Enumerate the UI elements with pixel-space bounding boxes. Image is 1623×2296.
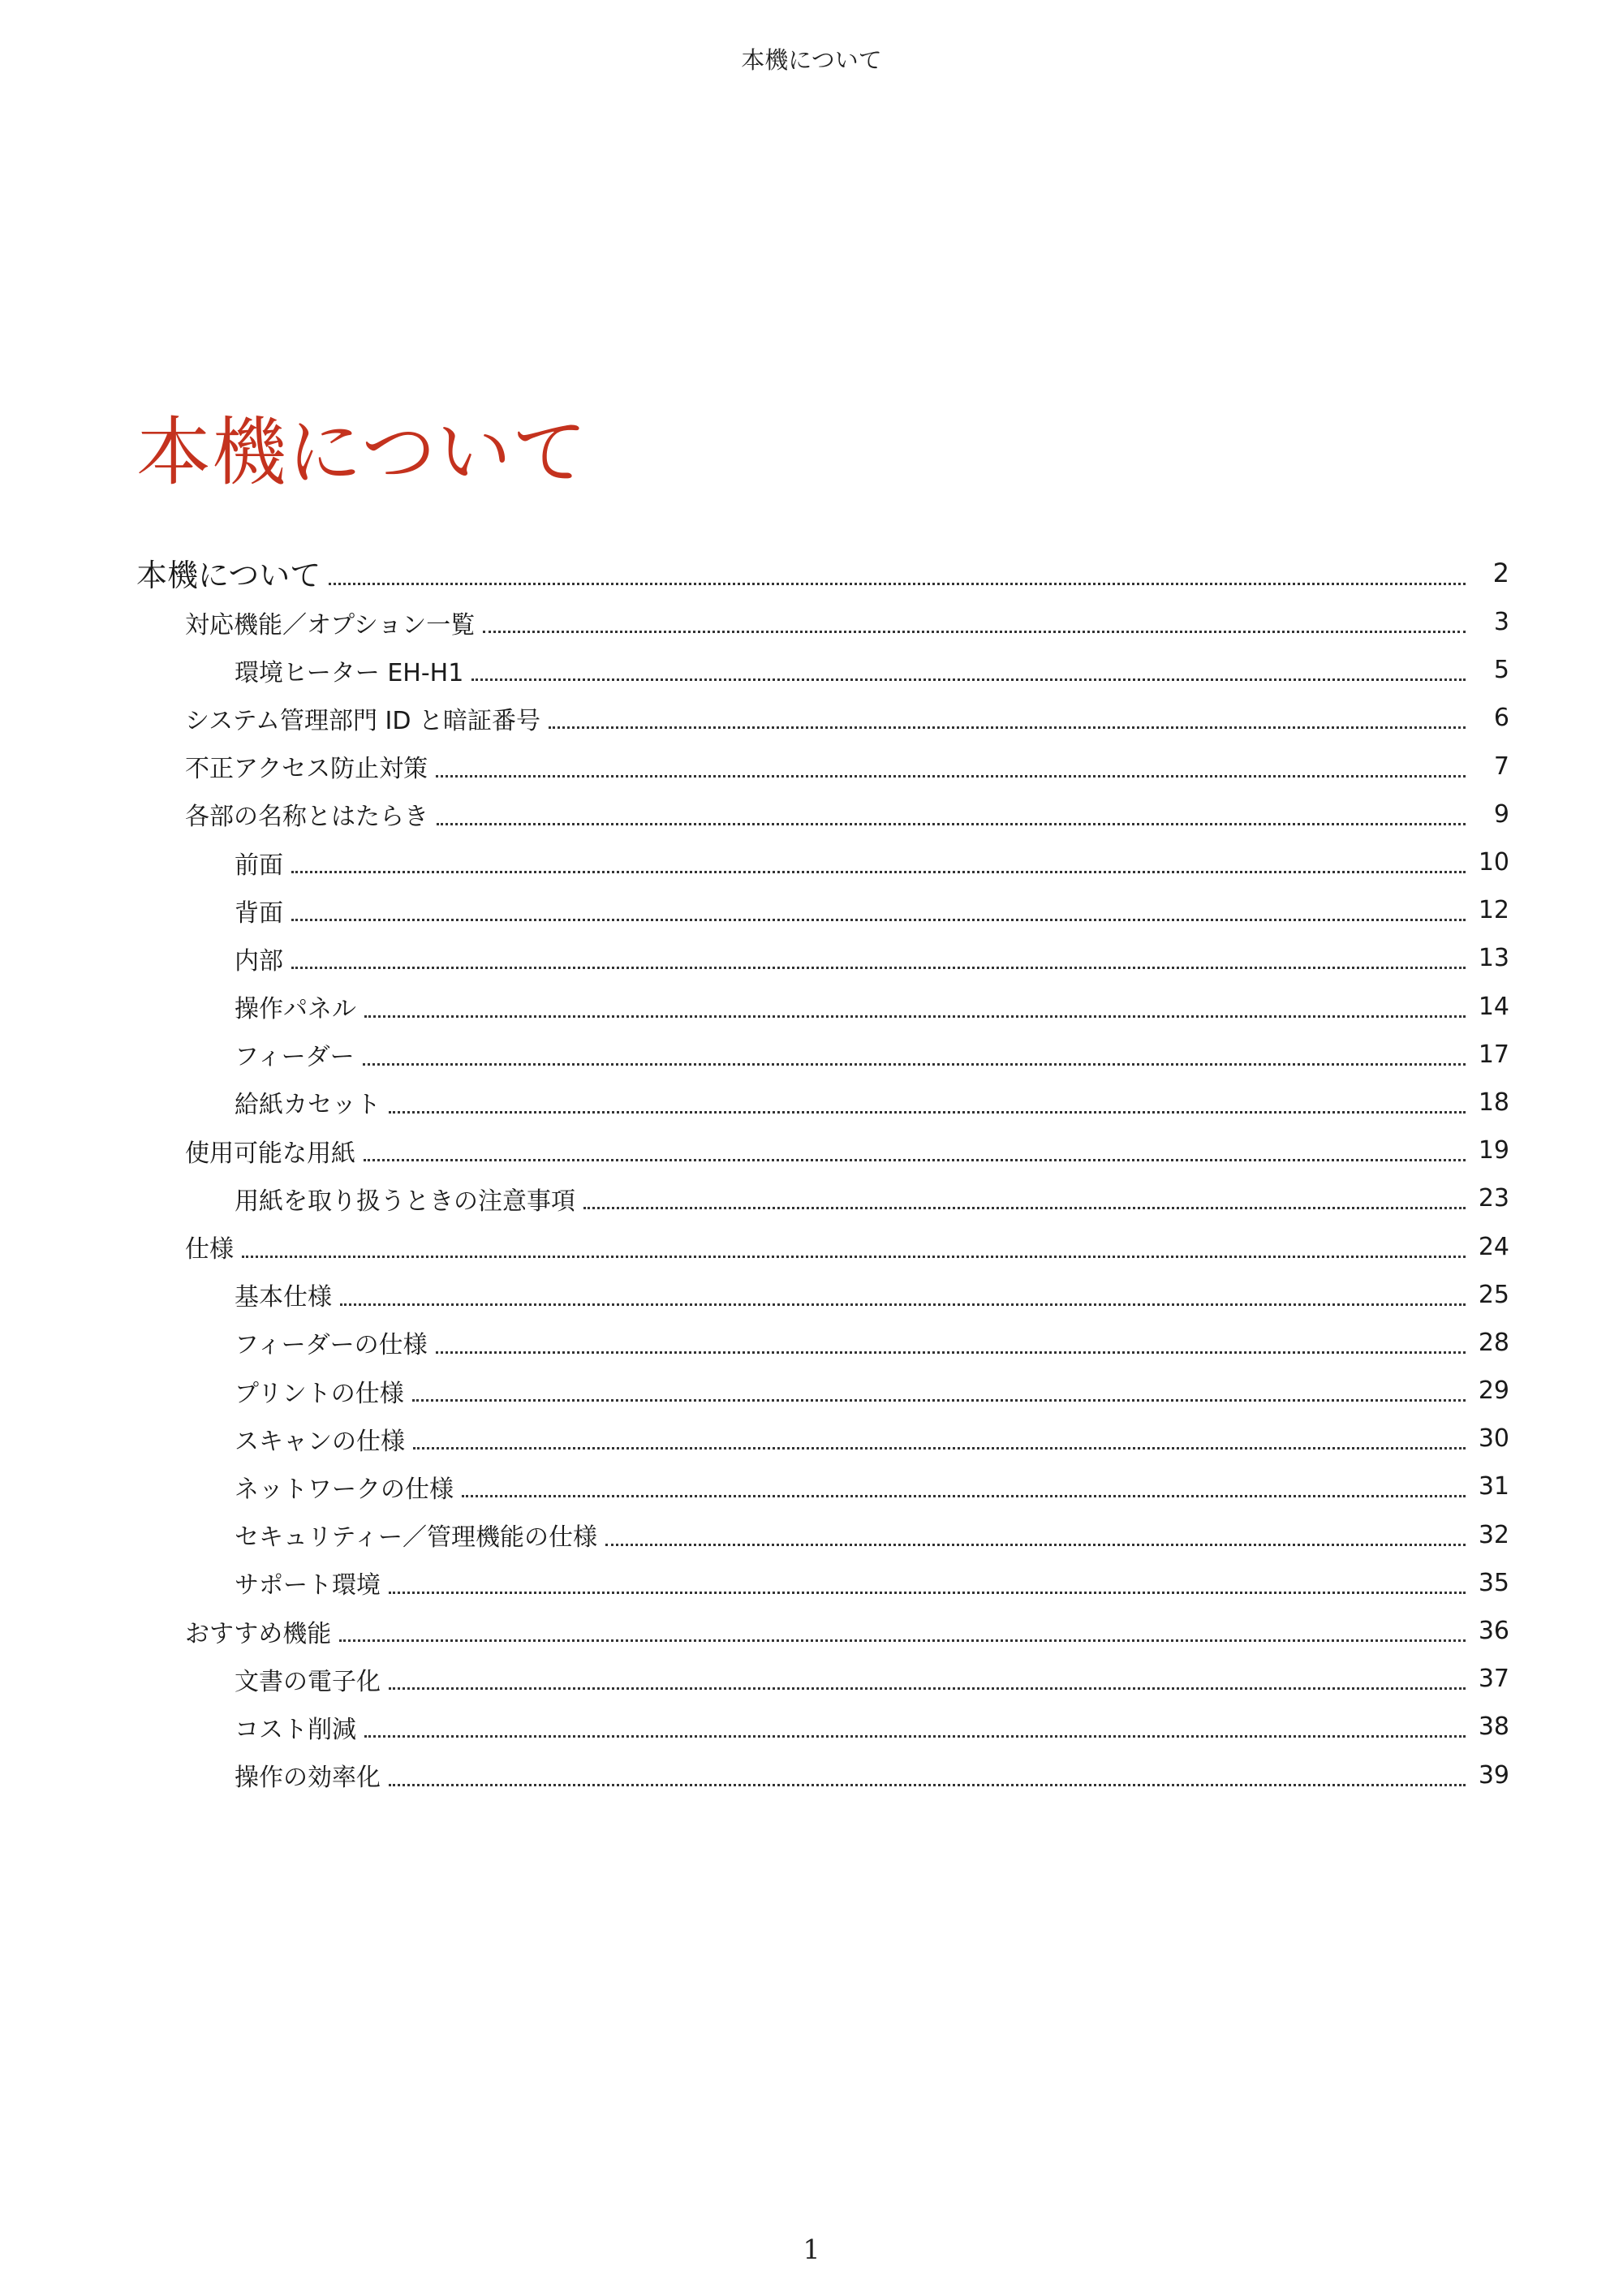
toc-entry[interactable] xyxy=(0,983,1623,1031)
toc-dot-leader xyxy=(436,775,1466,778)
toc-entry[interactable] xyxy=(0,886,1623,934)
toc-entry-label[interactable]: 操作パネル xyxy=(235,995,356,1024)
toc-entry-label[interactable]: システム管理部門 ID と暗証番号 xyxy=(185,706,541,735)
toc-dot-leader xyxy=(329,583,1466,585)
toc-entry-page-number[interactable]: 12 xyxy=(1478,896,1509,925)
toc-dot-leader xyxy=(364,1159,1466,1161)
toc-entry[interactable] xyxy=(0,1319,1623,1367)
toc-entry-page-number[interactable]: 10 xyxy=(1478,848,1509,877)
toc-entry-label[interactable]: ネットワークの仕様 xyxy=(235,1475,454,1504)
toc-dot-leader xyxy=(471,678,1466,681)
toc-entry-page-number[interactable]: 18 xyxy=(1478,1088,1509,1117)
toc-dot-leader xyxy=(389,1592,1466,1594)
toc-entry-label[interactable]: 各部の名称とはたらき xyxy=(185,803,428,832)
toc-dot-leader xyxy=(340,1303,1466,1306)
toc-entry[interactable] xyxy=(0,1174,1623,1222)
toc-dot-leader xyxy=(291,871,1466,873)
toc-entry-page-number[interactable]: 24 xyxy=(1478,1232,1509,1261)
toc-entry-page-number[interactable]: 17 xyxy=(1478,1040,1509,1069)
toc-entry[interactable] xyxy=(0,1559,1623,1607)
running-header: 本機について xyxy=(741,46,882,74)
toc-entry-label[interactable]: 基本仕様 xyxy=(235,1283,332,1312)
toc-entry[interactable] xyxy=(0,1079,1623,1126)
toc-entry-label[interactable]: 対応機能／オプション一覧 xyxy=(185,610,476,640)
toc-dot-leader xyxy=(291,967,1466,969)
toc-entry-label[interactable]: フィーダーの仕様 xyxy=(235,1331,428,1360)
toc-dot-leader xyxy=(389,1687,1466,1690)
toc-entry[interactable] xyxy=(0,1703,1623,1751)
toc-entry-label[interactable]: 用紙を取り扱うときの注意事項 xyxy=(235,1187,575,1216)
toc-entry-label[interactable]: 前面 xyxy=(235,851,283,880)
toc-entry-page-number[interactable]: 23 xyxy=(1478,1184,1509,1213)
toc-entry-page-number[interactable]: 7 xyxy=(1493,752,1509,781)
toc-entry[interactable] xyxy=(0,934,1623,982)
toc-entry-page-number[interactable]: 32 xyxy=(1478,1520,1509,1549)
toc-dot-leader xyxy=(483,631,1466,633)
toc-entry-label[interactable]: 本機について xyxy=(136,558,321,593)
toc-entry-label[interactable]: 不正アクセス防止対策 xyxy=(185,755,428,784)
toc-entry-label[interactable]: 仕様 xyxy=(185,1235,234,1264)
toc-entry-label[interactable]: おすすめ機能 xyxy=(185,1619,332,1648)
toc-entry-page-number[interactable]: 14 xyxy=(1478,992,1509,1021)
toc-dot-leader xyxy=(364,1015,1466,1018)
toc-entry-label[interactable]: 使用可能な用紙 xyxy=(185,1139,355,1168)
toc-entry-label[interactable]: スキャンの仕様 xyxy=(235,1427,405,1456)
toc-entry-label[interactable]: 環境ヒーター EH-H1 xyxy=(235,658,464,687)
toc-dot-leader xyxy=(242,1256,1466,1258)
toc-entry-label[interactable]: フィーダー xyxy=(235,1043,355,1072)
toc-entry-page-number[interactable]: 31 xyxy=(1478,1472,1509,1501)
toc-entry-label[interactable]: 背面 xyxy=(235,898,283,928)
toc-entry-page-number[interactable]: 19 xyxy=(1478,1136,1509,1165)
toc-entry-page-number[interactable]: 30 xyxy=(1478,1424,1509,1454)
toc-dot-leader xyxy=(363,1063,1466,1066)
toc-entry-page-number[interactable]: 36 xyxy=(1478,1617,1509,1646)
toc-entry-page-number[interactable]: 37 xyxy=(1478,1665,1509,1694)
toc-entry[interactable] xyxy=(0,1655,1623,1703)
toc-entry-page-number[interactable]: 28 xyxy=(1478,1328,1509,1357)
toc-entry-page-number[interactable]: 2 xyxy=(1492,557,1509,588)
toc-entry-page-number[interactable]: 38 xyxy=(1478,1712,1509,1742)
toc-entry[interactable] xyxy=(0,547,1623,598)
toc-dot-leader xyxy=(437,823,1466,825)
toc-entry[interactable] xyxy=(0,1271,1623,1319)
toc-entry[interactable] xyxy=(0,1511,1623,1559)
toc-entry-label[interactable]: プリントの仕様 xyxy=(235,1379,404,1408)
toc-entry-page-number[interactable]: 3 xyxy=(1493,608,1509,637)
toc-entry[interactable] xyxy=(0,1031,1623,1079)
toc-dot-leader xyxy=(412,1399,1466,1402)
toc-entry-page-number[interactable]: 29 xyxy=(1478,1376,1509,1406)
chapter-title: 本機について xyxy=(136,409,588,496)
toc-dot-leader xyxy=(339,1639,1466,1642)
toc-entry[interactable] xyxy=(0,1126,1623,1174)
toc-entry[interactable] xyxy=(0,1607,1623,1655)
toc-entry-label[interactable]: サポート環境 xyxy=(235,1571,381,1600)
toc-entry[interactable] xyxy=(0,694,1623,742)
toc-dot-leader xyxy=(549,726,1466,729)
toc-entry[interactable] xyxy=(0,743,1623,790)
toc-dot-leader xyxy=(413,1447,1466,1450)
toc-entry[interactable] xyxy=(0,1415,1623,1462)
toc-entry-page-number[interactable]: 6 xyxy=(1493,704,1509,733)
toc-entry[interactable] xyxy=(0,1367,1623,1415)
toc-dot-leader xyxy=(436,1351,1466,1354)
toc-entry[interactable] xyxy=(0,1751,1623,1799)
toc-entry-label[interactable]: コスト削減 xyxy=(235,1715,356,1744)
toc-entry-page-number[interactable]: 13 xyxy=(1478,944,1509,973)
toc-entry-label[interactable]: セキュリティー／管理機能の仕様 xyxy=(235,1523,597,1553)
toc-dot-leader xyxy=(389,1111,1466,1114)
toc-entry-page-number[interactable]: 39 xyxy=(1478,1760,1509,1790)
toc-entry-label[interactable]: 内部 xyxy=(235,946,283,976)
toc-entry-page-number[interactable]: 25 xyxy=(1478,1280,1509,1309)
toc-entry-label[interactable]: 操作の効率化 xyxy=(235,1764,381,1793)
toc-entry-page-number[interactable]: 35 xyxy=(1478,1568,1509,1597)
toc-dot-leader xyxy=(583,1207,1466,1209)
toc-dot-leader xyxy=(462,1495,1466,1497)
toc-entry-page-number[interactable]: 9 xyxy=(1493,799,1509,829)
toc-entry[interactable] xyxy=(0,598,1623,646)
toc-dot-leader xyxy=(364,1735,1466,1738)
toc-entry[interactable] xyxy=(0,790,1623,838)
toc-entry[interactable] xyxy=(0,1222,1623,1270)
toc-dot-leader xyxy=(291,919,1466,921)
toc-entry[interactable] xyxy=(0,646,1623,694)
toc-entry[interactable] xyxy=(0,1462,1623,1510)
toc-entry-page-number[interactable]: 5 xyxy=(1493,656,1509,685)
toc-dot-leader xyxy=(605,1544,1466,1546)
page-number: 1 xyxy=(803,2234,820,2265)
table-of-contents xyxy=(0,547,1623,1799)
toc-entry-label[interactable]: 給紙カセット xyxy=(235,1091,381,1120)
toc-entry-label[interactable]: 文書の電子化 xyxy=(235,1667,381,1696)
toc-entry[interactable] xyxy=(0,838,1623,886)
toc-dot-leader xyxy=(389,1784,1466,1786)
